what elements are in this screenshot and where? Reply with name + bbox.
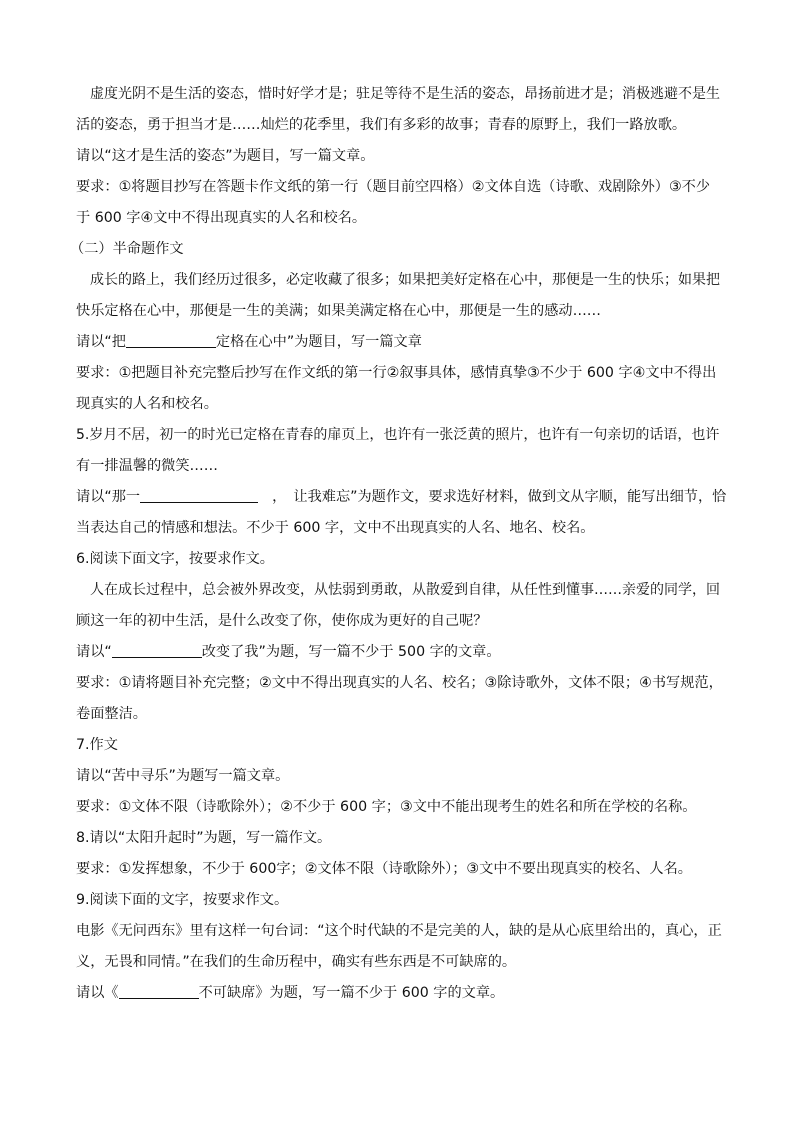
prompt-prefix: 请以“把 <box>76 334 126 350</box>
question-5-text: 5.岁月不居，初一的时光已定格在青春的扉页上，也许有一张泛黄的照片，也许有一句亲切的话语，也许 <box>76 427 720 443</box>
text-line: 要求：①文体不限（诗歌除外）；②不少于 600 字；③文中不能出现考生的姓名和所在学校的名称。 <box>76 799 697 815</box>
section-heading: （二）半命题作文 <box>70 241 184 257</box>
question-9-title: 9.阅读下面的文字，按要求作文。 <box>76 892 289 908</box>
text-line: 成长的路上，我们经历过很多，必定收藏了很多；如果把美好定格在心中，那便是一生的快乐；如果把 <box>76 272 720 288</box>
text-line: 虚度光阴不是生活的姿态，惜时好学才是；驻足等待不是生活的姿态，昂扬前进才是；消极逃避不是生 <box>76 86 720 102</box>
question-6-title: 6.阅读下面文字，按要求作文。 <box>76 551 274 567</box>
text-line <box>76 642 726 662</box>
prompt-suffix: 改变了我”为题，写一篇不少于 500 字的文章。 <box>201 644 501 660</box>
fill-blank <box>140 487 258 503</box>
prompt-prefix: 请以“那一 <box>76 489 141 505</box>
fill-blank <box>126 332 216 348</box>
text-line: 于 600 字④文中不得出现真实的人名和校名。 <box>76 210 367 226</box>
text-line: 电影《无问西东》里有这样一句台词：“这个时代缺的不是完美的人，缺的是从心底里给出的，真心，正 <box>76 923 722 939</box>
fill-blank <box>112 642 202 658</box>
text-line <box>76 487 726 507</box>
text-line: 请以“苦中寻乐”为题写一篇文章。 <box>76 768 290 784</box>
prompt-suffix: 定格在心中”为题目，写一篇文章 <box>215 334 422 350</box>
text-line: 要求：①把题目补充完整后抄写在作文纸的第一行②叙事具体，感情真挚③不少于 600 字④文中不得出 <box>76 365 717 381</box>
prompt-prefix: 请以“ <box>76 644 112 660</box>
text-line: 活的姿态，勇于担当才是……灿烂的花季里，我们有多彩的故事；青春的原野上，我们一路放歌。 <box>76 117 687 133</box>
question-8-title: 8.请以“太阳升起时”为题，写一篇作文。 <box>76 830 332 846</box>
text-line <box>76 983 726 1003</box>
text-line: 要求：①发挥想象，不少于 600字；②文体不限（诗歌除外）；③文中不要出现真实的校名、人名。 <box>76 861 692 877</box>
text-line: 请以“这才是生活的姿态”为题目，写一篇文章。 <box>76 148 375 164</box>
text-line: 快乐定格在心中，那便是一生的美满；如果美满定格在心中，那便是一生的感动…… <box>76 303 601 319</box>
prompt-suffix: 不可缺席》为题，写一篇不少于 600 字的文章。 <box>198 985 505 1001</box>
text-line: 要求：①请将题目补充完整；②文中不得出现真实的人名、校名；③除诗歌外，文体不限；④书写规范， <box>76 675 723 691</box>
text-line: 要求：①将题目抄写在答题卡作文纸的第一行（题目前空四格）②文体自选（诗歌、戏剧除外）③不少 <box>76 179 711 195</box>
text-line: 顾这一年的初中生活，是什么改变了你，使你成为更好的自己呢？ <box>76 613 488 629</box>
fill-blank <box>119 983 199 999</box>
text-line: 现真实的人名和校名。 <box>76 396 218 412</box>
question-7-title: 7.作文 <box>76 737 118 753</box>
prompt-prefix: 请以《 <box>76 985 119 1001</box>
text-line: 当表达自己的情感和想法。不少于 600 字，文中不出现真实的人名、地名、校名。 <box>76 520 595 536</box>
prompt-suffix: ， 让我难忘”为题作文，要求选好材料，做到文从字顺，能写出细节，恰 <box>272 489 727 505</box>
text-line <box>76 332 726 352</box>
text-line: 义，无畏和同情。”在我们的生命历程中，确实有些东西是不可缺席的。 <box>76 954 517 970</box>
text-line: 卷面整洁。 <box>76 706 147 722</box>
text-line: 人在成长过程中，总会被外界改变，从怯弱到勇敢，从散爱到自律，从任性到懂事……亲爱的同学，回 <box>76 582 720 598</box>
text-line: 有一排温馨的微笑…… <box>76 458 218 474</box>
